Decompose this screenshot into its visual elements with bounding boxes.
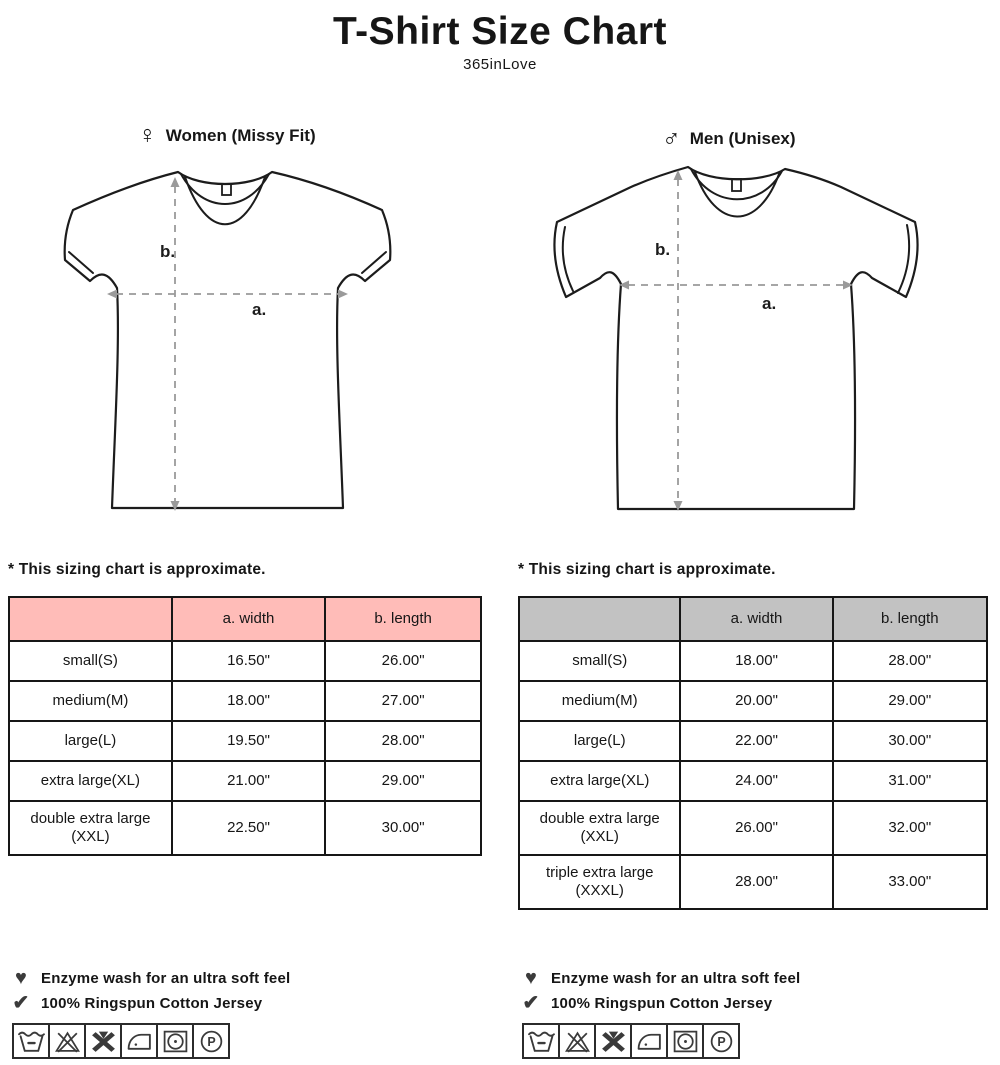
male-icon: ♂ <box>662 124 681 152</box>
width-cell: 20.00" <box>680 681 832 721</box>
women-table-header-row <box>9 597 481 641</box>
women-care-icons-strip <box>12 1023 230 1059</box>
women-approximate-note: * This sizing chart is approximate. <box>8 561 266 578</box>
enzyme-wash-line <box>520 966 800 990</box>
table-row <box>9 761 481 801</box>
length-cell: 28.00" <box>325 721 481 761</box>
length-cell: 33.00" <box>833 855 987 909</box>
table-row <box>9 721 481 761</box>
men-heading-label: Men (Unisex) <box>689 128 796 148</box>
do-not-wring-icon <box>594 1023 632 1059</box>
enzyme-wash-text: Enzyme wash for an ultra soft feel <box>551 969 801 987</box>
table-row <box>519 761 987 801</box>
svg-text:P: P <box>716 1034 726 1049</box>
size-cell: small(S) <box>9 641 172 681</box>
size-cell: triple extra large (XXXL) <box>519 855 680 909</box>
width-cell: 24.00" <box>680 761 832 801</box>
size-cell: extra large(XL) <box>9 761 172 801</box>
cotton-jersey-line <box>10 991 290 1015</box>
width-cell: 16.50" <box>172 641 325 681</box>
checkmark-icon: ✔ <box>522 992 540 1014</box>
size-cell: small(S) <box>519 641 680 681</box>
length-cell: 32.00" <box>833 801 987 855</box>
cotton-jersey-text: 100% Ringspun Cotton Jersey <box>41 994 263 1012</box>
width-cell: 28.00" <box>680 855 832 909</box>
length-cell: 27.00" <box>325 681 481 721</box>
women-width-label: a. <box>252 300 267 319</box>
women-section-heading <box>138 123 316 148</box>
heart-icon: ♥ <box>524 967 538 989</box>
men-footer <box>520 966 800 1015</box>
size-cell: extra large(XL) <box>519 761 680 801</box>
table-row <box>9 681 481 721</box>
size-cell: large(L) <box>519 721 680 761</box>
length-cell: 30.00" <box>833 721 987 761</box>
width-cell: 22.00" <box>680 721 832 761</box>
page-title: T-Shirt Size Chart <box>332 10 668 53</box>
women-width-header: a. width <box>172 597 325 641</box>
length-cell: 26.00" <box>325 641 481 681</box>
men-tshirt-illustration <box>538 157 930 535</box>
do-not-bleach-icon <box>48 1023 86 1059</box>
men-length-header: b. length <box>833 597 987 641</box>
men-width-header: a. width <box>680 597 832 641</box>
svg-text:P: P <box>206 1034 216 1049</box>
length-cell: 29.00" <box>325 761 481 801</box>
women-length-header: b. length <box>325 597 481 641</box>
size-cell: medium(M) <box>519 681 680 721</box>
cotton-jersey-line <box>520 991 800 1015</box>
table-row <box>9 641 481 681</box>
length-cell: 31.00" <box>833 761 987 801</box>
iron-icon <box>630 1023 668 1059</box>
heart-icon: ♥ <box>14 967 28 989</box>
checkmark-icon: ✔ <box>12 992 30 1014</box>
table-row <box>519 641 987 681</box>
size-cell: medium(M) <box>9 681 172 721</box>
enzyme-wash-text: Enzyme wash for an ultra soft feel <box>41 969 291 987</box>
do-not-wring-icon <box>84 1023 122 1059</box>
size-cell: large(L) <box>9 721 172 761</box>
length-cell: 28.00" <box>833 641 987 681</box>
men-length-label: b. <box>655 240 671 259</box>
length-cell: 30.00" <box>325 801 481 855</box>
width-cell: 26.00" <box>680 801 832 855</box>
dry-clean-p-icon <box>192 1023 230 1059</box>
men-section-heading <box>662 126 796 151</box>
men-corner-cell <box>519 597 680 641</box>
cotton-jersey-text: 100% Ringspun Cotton Jersey <box>551 994 773 1012</box>
dry-clean-p-icon <box>702 1023 740 1059</box>
size-cell: double extra large (XXL) <box>519 801 680 855</box>
women-heading-label: Women (Missy Fit) <box>165 125 316 145</box>
tumble-dry-icon <box>156 1023 194 1059</box>
table-row <box>519 721 987 761</box>
women-size-table <box>8 596 482 856</box>
women-length-label: b. <box>160 242 176 261</box>
width-cell: 18.00" <box>680 641 832 681</box>
machine-wash-icon <box>12 1023 50 1059</box>
do-not-bleach-icon <box>558 1023 596 1059</box>
iron-icon <box>120 1023 158 1059</box>
width-cell: 22.50" <box>172 801 325 855</box>
size-cell: double extra large (XXL) <box>9 801 172 855</box>
enzyme-wash-line <box>10 966 290 990</box>
table-row <box>519 681 987 721</box>
men-care-icons-strip <box>522 1023 740 1059</box>
width-cell: 19.50" <box>172 721 325 761</box>
brand-subtitle: 365inLove <box>463 56 537 73</box>
table-row <box>519 855 987 909</box>
men-table-header-row <box>519 597 987 641</box>
men-width-label: a. <box>762 294 777 313</box>
width-cell: 18.00" <box>172 681 325 721</box>
table-row <box>519 801 987 855</box>
men-approximate-note: * This sizing chart is approximate. <box>518 561 776 578</box>
women-tshirt-illustration <box>60 164 395 516</box>
women-footer <box>10 966 290 1015</box>
length-cell: 29.00" <box>833 681 987 721</box>
tumble-dry-icon <box>666 1023 704 1059</box>
table-row <box>9 801 481 855</box>
female-icon: ♀ <box>138 121 157 149</box>
men-size-table <box>518 596 988 910</box>
women-corner-cell <box>9 597 172 641</box>
machine-wash-icon <box>522 1023 560 1059</box>
width-cell: 21.00" <box>172 761 325 801</box>
